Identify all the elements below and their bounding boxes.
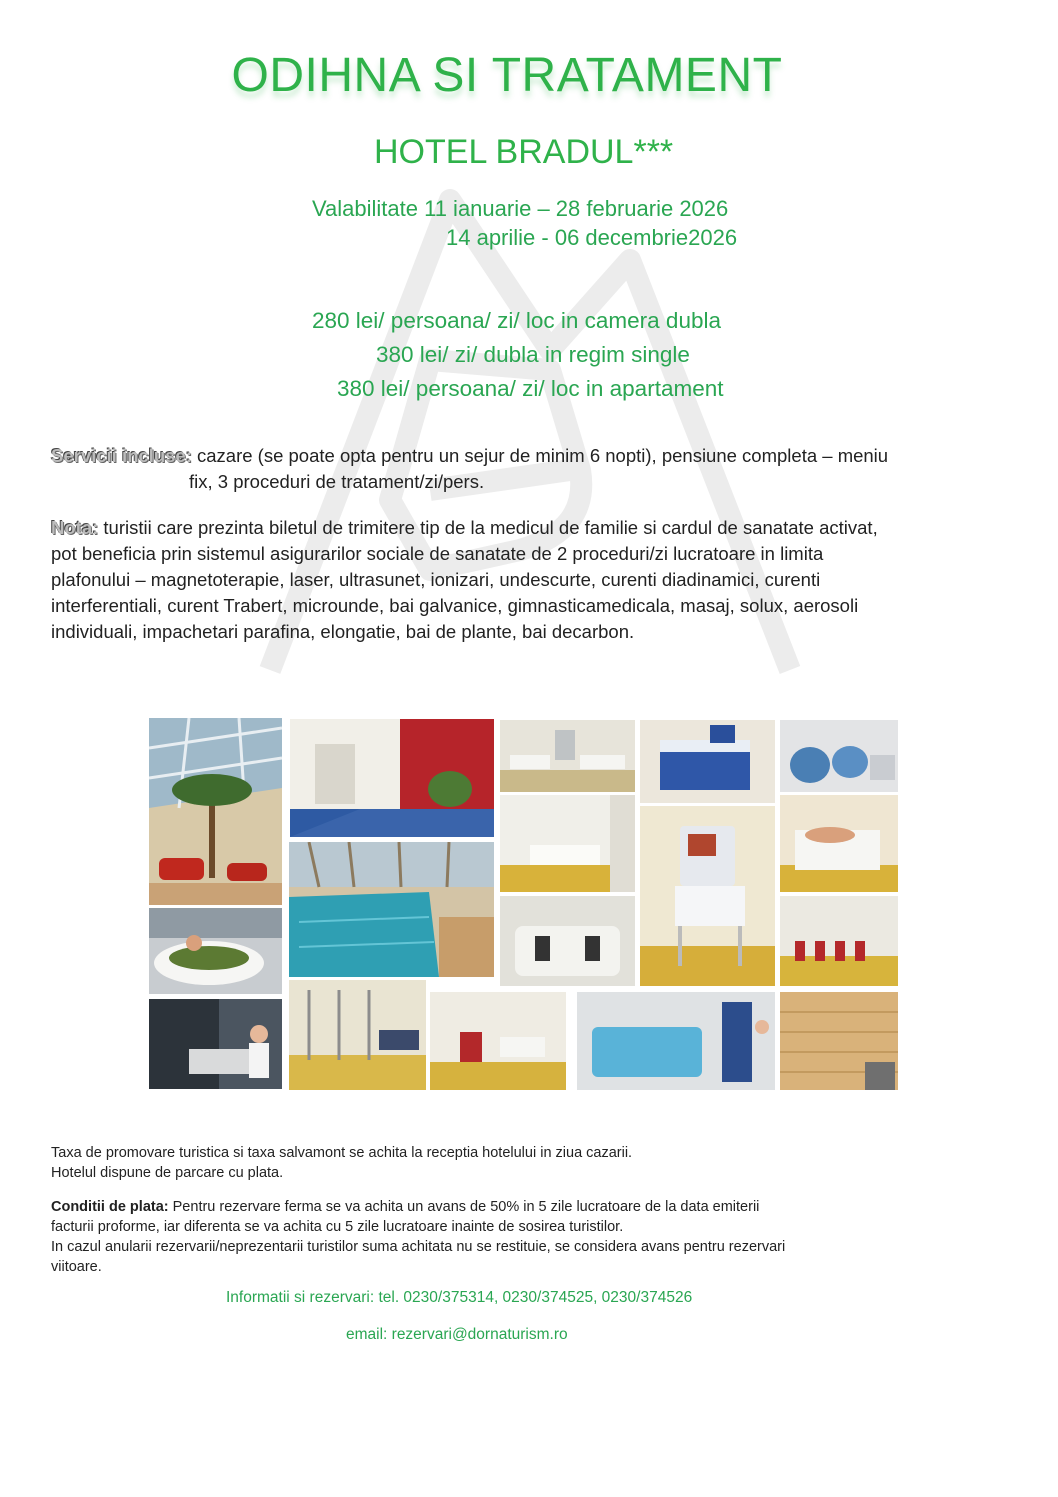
conditions-label: Conditii de plata: bbox=[51, 1199, 169, 1215]
photo-bath-equipment bbox=[640, 720, 775, 803]
photo-hydrotherapy-tub bbox=[780, 795, 898, 892]
photo-electrotherapy-device bbox=[640, 806, 775, 986]
nota-paragraph bbox=[51, 515, 878, 645]
price-single-use: 380 lei/ zi/ dubla in regim single bbox=[376, 342, 690, 367]
photo-treatment-beds bbox=[500, 720, 635, 792]
price-apartment: 380 lei/ persoana/ zi/ loc in apartament bbox=[337, 376, 724, 401]
contact-phones: Informatii si rezervari: tel. 0230/375314, 0230/374525, 0230/374526 bbox=[226, 1289, 693, 1306]
photo-sauna bbox=[780, 992, 898, 1090]
validity-line-1: Valabilitate 11 ianuarie – 28 februarie 2026 bbox=[312, 196, 729, 221]
hotel-name: HOTEL BRADUL*** bbox=[374, 133, 674, 171]
conditions-line-4: viitoare. bbox=[51, 1259, 102, 1275]
conditions-line-3: In cazul anularii rezervarii/neprezentarii turistilor suma achitata nu se restituie, se considera avans pentru rezervari bbox=[51, 1239, 786, 1255]
nota-line-2: pot beneficia prin sistemul asigurarilor sociale de sanatate de 2 proceduri/zi lucratoare in limita bbox=[51, 543, 824, 564]
services-text-1: cazare (se poate opta pentru un sejur de minim 6 nopti), pensiune completa – meniu bbox=[197, 445, 889, 466]
validity-line-2: 14 aprilie - 06 decembrie2026 bbox=[446, 225, 738, 250]
photo-galvanic-bath bbox=[500, 896, 635, 986]
nota-line-4: interferentiali, curent Trabert, microunde, bai galvanice, gimnasticamedicala, masaj, solux, aerosoli bbox=[51, 595, 859, 616]
tax-info-line-1: Taxa de promovare turistica si taxa salvamont se achita la receptia hotelului in ziua cazarii. bbox=[51, 1145, 633, 1161]
conditions-line-1: Pentru rezervare ferma se va achita un avans de 50% in 5 zile lucratoare de la data emiterii bbox=[172, 1199, 760, 1215]
photo-massage-chair bbox=[149, 999, 282, 1089]
nota-line-3: plafonului – magnetoterapie, laser, ultrasunet, ionizari, undescurte, curenti diadinamici, curenti bbox=[51, 569, 821, 590]
page-title: ODIHNA SI TRATAMENT bbox=[231, 49, 783, 102]
photo-corridor bbox=[290, 719, 494, 837]
nota-label: Nota: bbox=[51, 517, 99, 538]
photo-treatment-room bbox=[500, 795, 635, 892]
photo-whirlpool-bath bbox=[149, 908, 282, 994]
services-line-1 bbox=[51, 443, 888, 469]
contact-email: email: rezervari@dornaturism.ro bbox=[346, 1326, 568, 1343]
photo-atrium-lounge bbox=[149, 718, 282, 905]
payment-conditions bbox=[51, 1197, 785, 1277]
photo-hydromassage-solarium bbox=[577, 992, 775, 1090]
nota-line-5: individuali, impachetari parafina, elongatie, bai de plante, bai decarbon. bbox=[51, 621, 635, 642]
photo-swimming-pool bbox=[289, 842, 494, 977]
conditions-line-2: facturii proforme, iar diferenta se va achita cu 5 zile lucratoare inainte de sosirea turistilor. bbox=[51, 1219, 624, 1235]
services-label: Servicii incluse: bbox=[51, 445, 192, 466]
price-double-room: 280 lei/ persoana/ zi/ loc in camera dubla bbox=[312, 308, 721, 333]
photo-procedure-room bbox=[430, 992, 566, 1090]
photo-waiting-room bbox=[780, 896, 898, 986]
photo-magnetotherapy bbox=[780, 720, 898, 792]
nota-line-1: turistii care prezinta biletul de trimitere tip de la medicul de familie si cardul de sanatate activat, bbox=[103, 517, 878, 538]
services-line-2: fix, 3 proceduri de tratament/zi/pers. bbox=[189, 471, 485, 492]
photo-gym bbox=[289, 980, 426, 1090]
parking-info: Hotelul dispune de parcare cu plata. bbox=[51, 1165, 284, 1181]
